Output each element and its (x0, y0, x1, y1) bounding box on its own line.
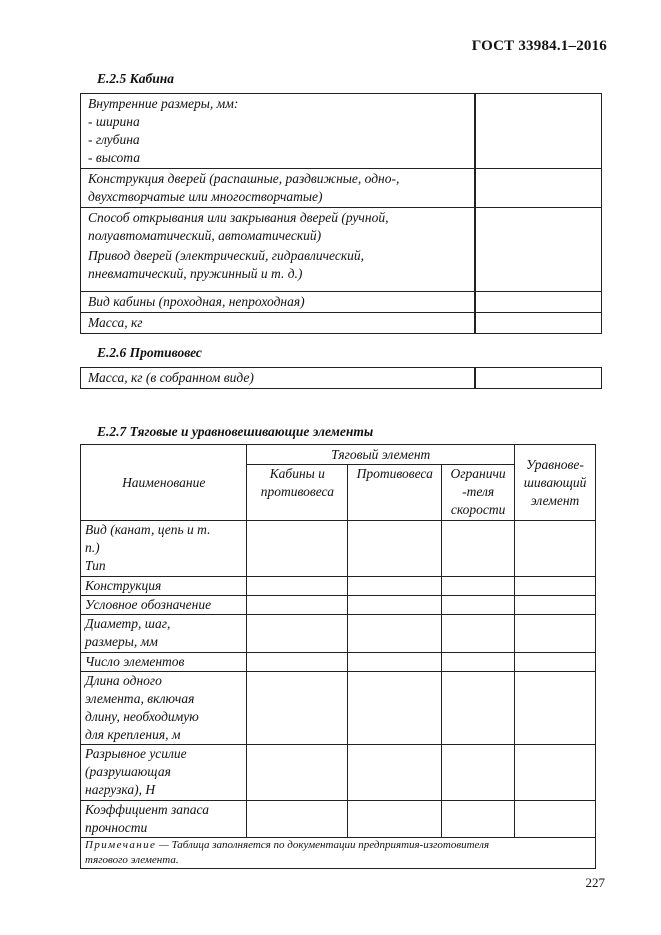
table-row (81, 577, 596, 596)
note-text-continued: тягового элемента. (85, 854, 179, 866)
cabin-table (80, 93, 602, 334)
row-label: Конструкция дверей (распашные, раздвижные, одно-, двухстворчатые или многостворчатые) (81, 169, 475, 208)
header-cabin-counterweight: Кабины и противовеса (247, 465, 348, 521)
table-row (81, 291, 602, 312)
row-label: Вид кабины (проходная, непроходная) (81, 291, 475, 312)
value-cell (475, 312, 602, 333)
row-label: Условное обозначение (81, 596, 247, 615)
row-label: Вид (канат, цепь и т. п.) Тип (81, 521, 247, 577)
row-label: Конструкция (81, 577, 247, 596)
header-balancing: Уравнове- шивающий элемент (515, 445, 596, 521)
table-row (81, 745, 596, 801)
value-cell (475, 368, 602, 389)
value-cell (475, 169, 602, 208)
table-note-row (81, 838, 596, 869)
header-name: Наименование (81, 445, 247, 521)
value-cell (475, 246, 602, 291)
value-cell (475, 291, 602, 312)
table-row (81, 312, 602, 333)
table-row (81, 368, 602, 389)
row-label: Число элементов (81, 653, 247, 672)
row-label: Коэффициент запаса прочности (81, 801, 247, 838)
header-speed-limiter: Ограничи -теля скорости (442, 465, 515, 521)
document-code: ГОСТ 33984.1–2016 (471, 38, 607, 54)
row-label: Разрывное усилие (разрушающая нагрузка), Н (81, 745, 247, 801)
value-cell (475, 94, 602, 169)
row-label: Диаметр, шаг, размеры, мм (81, 615, 247, 653)
row-label: Способ открывания или закрывания дверей (ручной, полуавтоматический, автоматический) (81, 208, 475, 247)
table-note (81, 838, 596, 869)
table-row (81, 169, 602, 208)
row-label: Привод дверей (электрический, гидравлический, пневматический, пружинный и т. д.) (81, 246, 475, 291)
row-label: Длина одного элемента, включая длину, необходимую для крепления, м (81, 672, 247, 745)
header-counterweight: Противовеса (348, 465, 442, 521)
page-number: 227 (585, 875, 605, 890)
table-row (81, 208, 602, 247)
table-row (81, 801, 596, 838)
section-title-counterweight: Е.2.6 Противовес (97, 345, 202, 360)
table-row (81, 521, 596, 577)
table-row (81, 615, 596, 653)
section-title-traction: Е.2.7 Тяговые и уравновешивающие элементы (97, 424, 374, 439)
note-text: — Таблица заполняется по документации предприятия-изготовителя (156, 839, 490, 851)
traction-table (80, 444, 596, 869)
section-title-cabin: Е.2.5 Кабина (97, 71, 175, 86)
table-row (81, 246, 602, 291)
counterweight-table (80, 367, 602, 389)
table-header-row (81, 445, 596, 465)
row-label: Масса, кг (в собранном виде) (81, 368, 475, 389)
row-label: Внутренние размеры, мм: - ширина - глубина - высота (81, 94, 475, 169)
row-label: Масса, кг (81, 312, 475, 333)
value-cell (475, 208, 602, 247)
table-row (81, 94, 602, 169)
note-label: Примечание (85, 839, 157, 851)
table-row (81, 653, 596, 672)
table-row (81, 596, 596, 615)
header-traction-group: Тяговый элемент (247, 445, 515, 465)
table-row (81, 672, 596, 745)
